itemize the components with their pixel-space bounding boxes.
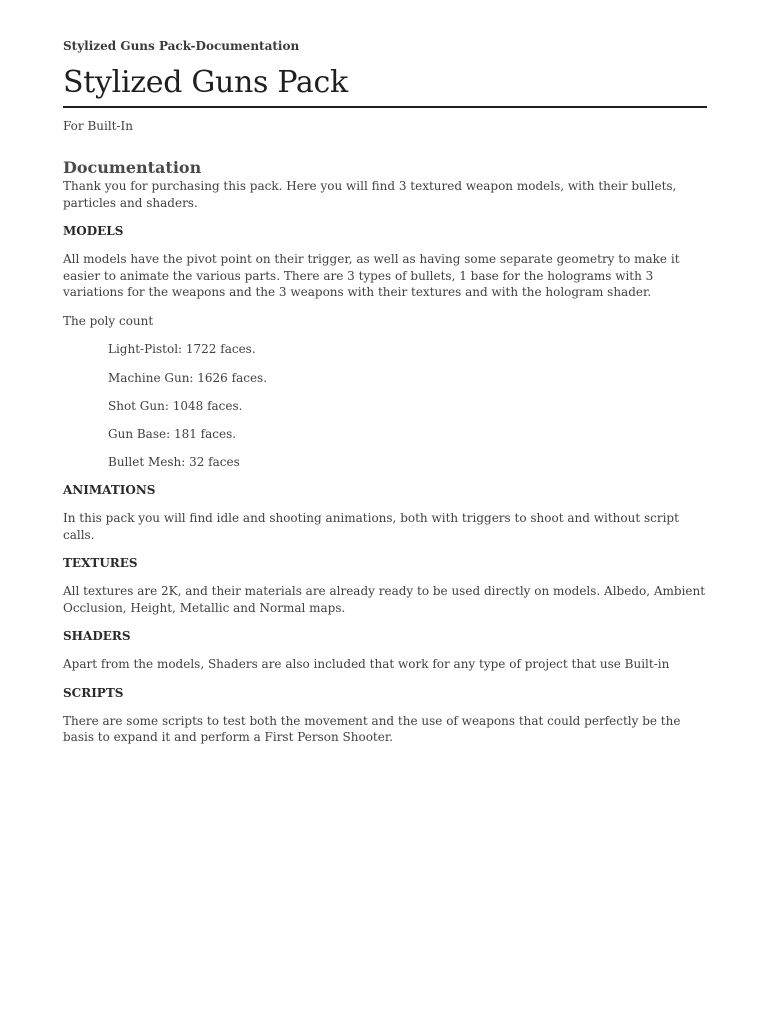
poly-count-item: Shot Gun: 1048 faces. [108, 398, 243, 413]
textures-heading: TEXTURES [63, 556, 138, 571]
scripts-body: There are some scripts to test both the movement and the use of weapons that could perfectly be the basis to expand it and perform a First Person Shooter. [63, 713, 681, 745]
shaders-heading: SHADERS [63, 629, 131, 644]
poly-count-intro: The poly count [63, 313, 154, 328]
textures-body: All textures are 2K, and their materials are already ready to be used directly on models. Albedo, Ambient Occlusion, Height, Metallic and Normal maps. [63, 584, 706, 615]
shaders-body: Apart from the models, Shaders are also included that work for any type of project that use Built-in [63, 657, 670, 672]
models-body: All models have the pivot point on their trigger, as well as having some separate geometry to make it easier to animate the various parts. There are 3 types of bullets, 1 base for the holograms with 3 variations for the weapons and the 3 weapons with their textures and with the hologram shader. [63, 252, 680, 299]
animations-body: In this pack you will find idle and shooting animations, both with triggers to shoot and without script calls. [63, 511, 679, 542]
poly-count-list [63, 341, 707, 470]
documentation-heading: Documentation [63, 158, 202, 177]
poly-count-item: Light-Pistol: 1722 faces. [108, 342, 256, 357]
poly-count-item: Machine Gun: 1626 faces. [108, 370, 268, 385]
document-subtitle: For Built-In [63, 119, 134, 133]
scripts-heading: SCRIPTS [63, 685, 124, 700]
document-title: Stylized Guns Pack [63, 64, 707, 108]
poly-count-item: Gun Base: 181 faces. [108, 427, 237, 442]
running-header: Stylized Guns Pack-Documentation [63, 39, 300, 53]
animations-heading: ANIMATIONS [63, 483, 156, 498]
poly-count-item: Bullet Mesh: 32 faces [108, 455, 240, 470]
document-page [63, 38, 707, 746]
models-heading: MODELS [63, 224, 124, 238]
documentation-intro: Thank you for purchasing this pack. Here you will find 3 textured weapon models, with their bullets, particles and shaders. [63, 179, 677, 210]
